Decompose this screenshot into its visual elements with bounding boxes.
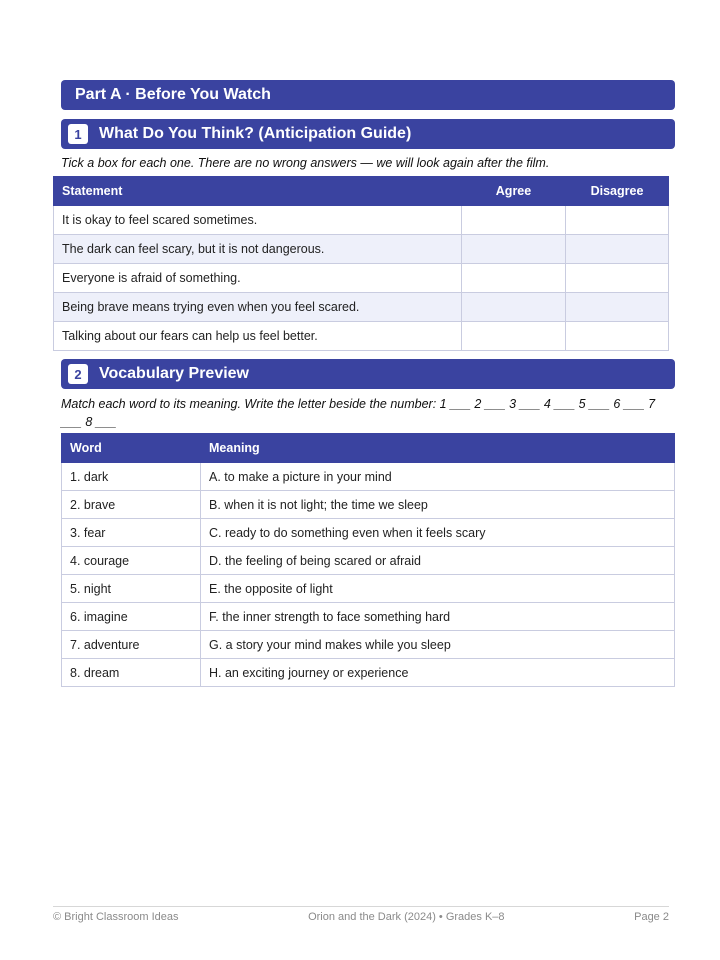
meaning-cell: H. an exciting journey or experience: [201, 659, 675, 687]
table-row: [62, 547, 675, 575]
word-cell: 4. courage: [62, 547, 201, 575]
meaning-cell: G. a story your mind makes while you sleep: [201, 631, 675, 659]
meaning-cell: E. the opposite of light: [201, 575, 675, 603]
table-row: [62, 659, 675, 687]
section-1-instructions: Tick a box for each one. There are no wrong answers — we will look again after the film.: [61, 156, 550, 170]
section-1-title: What Do You Think? (Anticipation Guide): [99, 125, 412, 142]
meaning-cell: B. when it is not light; the time we sleep: [201, 491, 675, 519]
table-row: [54, 293, 669, 322]
disagree-checkbox-cell[interactable]: [566, 264, 669, 293]
word-column-header: Word: [62, 434, 201, 463]
statement-cell: Talking about our fears can help us feel better.: [54, 322, 462, 351]
table-row: [62, 463, 675, 491]
page-footer: [53, 906, 669, 923]
statement-cell: Being brave means trying even when you feel scared.: [54, 293, 462, 322]
part-header-title: Part A · Before You Watch: [75, 86, 271, 103]
section-2-number-badge: 2: [68, 364, 88, 384]
word-cell: 5. night: [62, 575, 201, 603]
section-1-header: [61, 119, 675, 149]
section-2-header: [61, 359, 675, 389]
table-header-row: [62, 434, 675, 463]
disagree-checkbox-cell[interactable]: [566, 206, 669, 235]
meaning-column-header: Meaning: [201, 434, 675, 463]
meaning-cell: C. ready to do something even when it feels scary: [201, 519, 675, 547]
table-row: [54, 235, 669, 264]
agree-checkbox-cell[interactable]: [462, 322, 566, 351]
agree-checkbox-cell[interactable]: [462, 235, 566, 264]
footer-title: Orion and the Dark (2024) • Grades K–8: [308, 911, 505, 923]
statement-cell: It is okay to feel scared sometimes.: [54, 206, 462, 235]
table-header-row: [54, 177, 669, 206]
table-row: [62, 631, 675, 659]
word-cell: 3. fear: [62, 519, 201, 547]
disagree-checkbox-cell[interactable]: [566, 293, 669, 322]
table-row: [54, 322, 669, 351]
meaning-cell: F. the inner strength to face something hard: [201, 603, 675, 631]
disagree-checkbox-cell[interactable]: [566, 235, 669, 264]
table-row: [54, 264, 669, 293]
table-row: [62, 519, 675, 547]
agree-column-header: Agree: [462, 177, 566, 206]
agree-checkbox-cell[interactable]: [462, 264, 566, 293]
table-row: [54, 206, 669, 235]
page-number: Page 2: [634, 911, 669, 923]
agree-checkbox-cell[interactable]: [462, 293, 566, 322]
footer-copyright: © Bright Classroom Ideas: [53, 911, 179, 923]
word-cell: 1. dark: [62, 463, 201, 491]
disagree-checkbox-cell[interactable]: [566, 322, 669, 351]
word-cell: 2. brave: [62, 491, 201, 519]
vocabulary-table: [61, 433, 675, 687]
table-row: [62, 491, 675, 519]
meaning-cell: A. to make a picture in your mind: [201, 463, 675, 491]
section-2-title: Vocabulary Preview: [99, 365, 249, 382]
agree-checkbox-cell[interactable]: [462, 206, 566, 235]
meaning-cell: D. the feeling of being scared or afraid: [201, 547, 675, 575]
word-cell: 7. adventure: [62, 631, 201, 659]
statement-cell: The dark can feel scary, but it is not dangerous.: [54, 235, 462, 264]
statement-cell: Everyone is afraid of something.: [54, 264, 462, 293]
disagree-column-header: Disagree: [566, 177, 669, 206]
section-1-number-badge: 1: [68, 124, 88, 144]
statement-column-header: Statement: [54, 177, 462, 206]
anticipation-guide-table: [53, 176, 669, 351]
word-cell: 8. dream: [62, 659, 201, 687]
table-row: [62, 603, 675, 631]
word-cell: 6. imagine: [62, 603, 201, 631]
table-row: [62, 575, 675, 603]
section-2-instructions: Match each word to its meaning. Write the letter beside the number: 1 ___ 2 ___ 3 ___ 4 ___ 5 ___ 6 ___ 7 ___ 8 ___: [61, 397, 656, 429]
part-header: [61, 80, 675, 110]
